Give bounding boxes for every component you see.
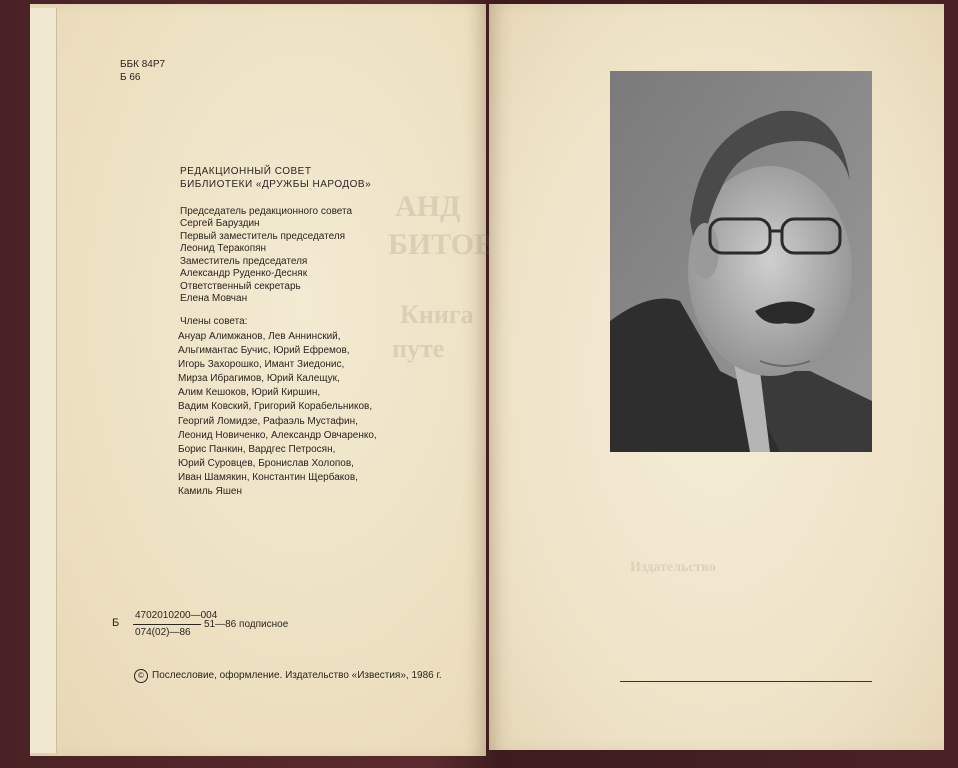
members-line: Мирза Ибрагимов, Юрий Калещук, (178, 373, 340, 385)
role-name: Александр Руденко-Десняк (180, 268, 308, 279)
council-title: РЕДАКЦИОННЫЙ СОВЕТ (180, 166, 312, 177)
page-flap (30, 8, 57, 753)
members-line: Альгимантас Бучис, Юрий Ефремов, (178, 345, 350, 357)
role-title: Ответственный секретарь (180, 281, 301, 292)
fraction-line (133, 624, 201, 625)
members-line: Леонид Новиченко, Александр Овчаренко, (178, 429, 377, 441)
copyright-line: Послесловие, оформление. Издательство «Известия», 1986 г. (152, 670, 442, 681)
role-name: Леонид Теракопян (180, 243, 267, 254)
index-denominator: 074(02)—86 (135, 627, 191, 638)
catalog-code: ББК 84Р7 (120, 59, 166, 70)
members-heading: Члены совета: (180, 316, 248, 327)
role-title: Председатель редакционного совета (180, 206, 353, 217)
index-prefix: Б (112, 617, 120, 629)
role-name: Сергей Баруздин (180, 218, 260, 229)
signature-line (620, 681, 872, 682)
members-line: Алим Кешоков, Юрий Киршин, (178, 387, 321, 399)
members-line: Иван Шамякин, Константин Щербаков, (178, 471, 358, 483)
council-subtitle: БИБЛИОТЕКИ «ДРУЖБЫ НАРОДОВ» (180, 179, 372, 190)
portrait-image (610, 71, 872, 452)
role-name: Елена Мовчан (180, 293, 248, 304)
members-line: Игорь Захорошко, Имант Зиедонис, (178, 359, 345, 371)
role-title: Заместитель председателя (180, 256, 308, 267)
members-line: Вадим Ковский, Григорий Корабельников, (178, 401, 373, 413)
copyright-icon: © (134, 669, 148, 683)
members-line: Камиль Яшен (178, 486, 242, 498)
members-line: Юрий Суровцев, Бронислав Холопов, (178, 457, 354, 469)
catalog-sub: Б 66 (120, 72, 141, 83)
members-line: Борис Панкин, Вардгес Петросян, (178, 443, 336, 455)
members-line: Георгий Ломидзе, Рафаэль Мустафин, (178, 415, 358, 427)
author-portrait (610, 71, 872, 452)
index-suffix: 51—86 подписное (204, 619, 289, 630)
role-title: Первый заместитель председателя (180, 231, 346, 242)
index-numerator: 4702010200—004 (135, 610, 218, 621)
members-line: Ануар Алимжанов, Лев Аннинский, (178, 331, 341, 342)
members-list (178, 330, 377, 499)
